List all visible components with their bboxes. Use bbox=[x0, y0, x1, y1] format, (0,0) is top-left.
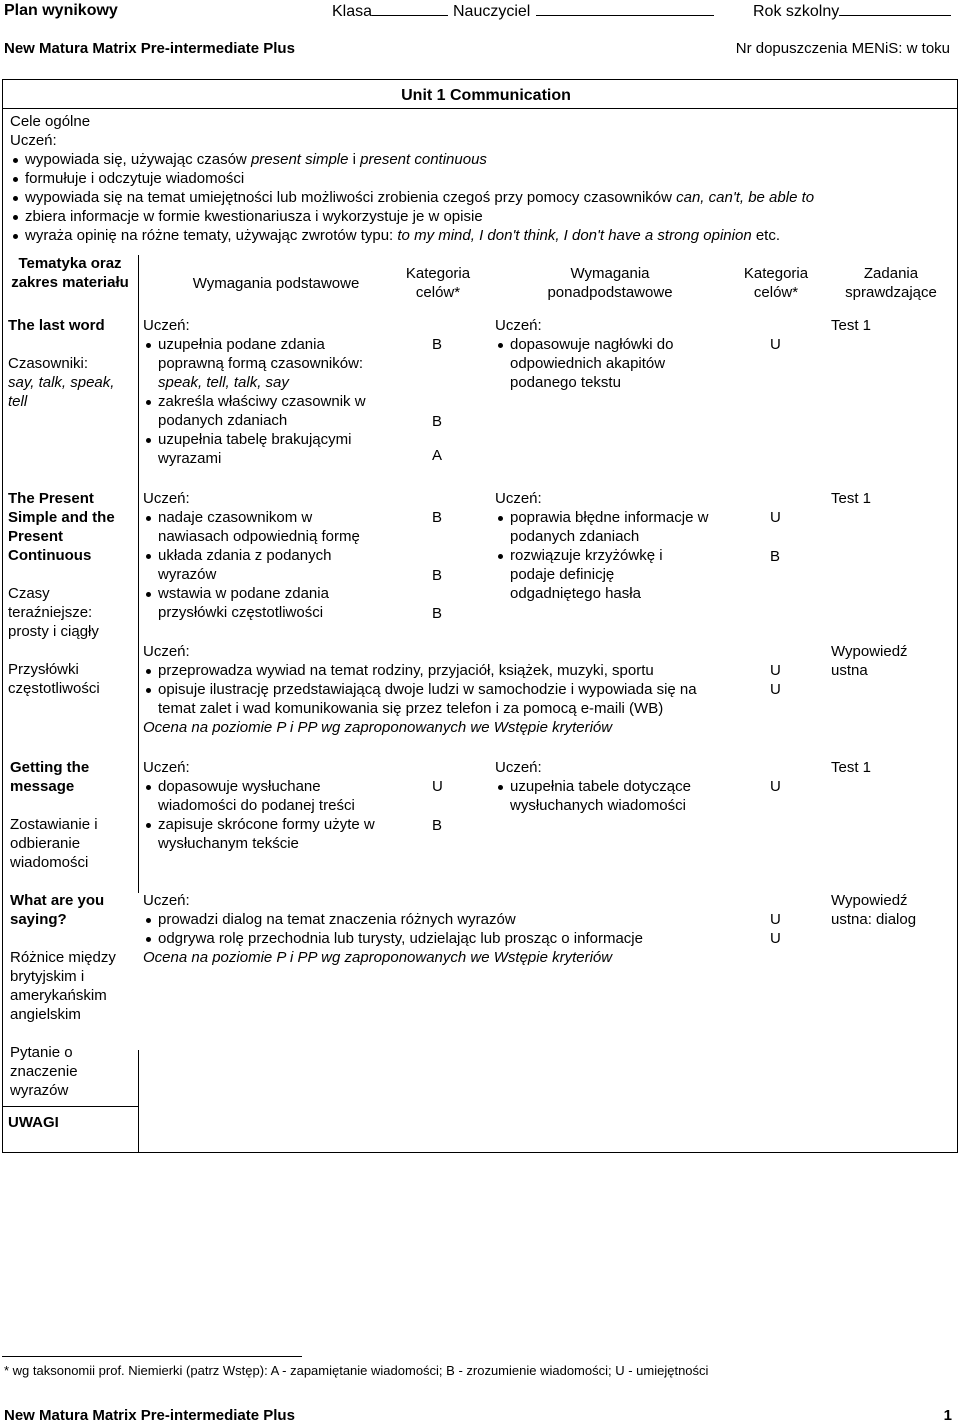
rok-blank bbox=[839, 1, 951, 16]
topic-sub: Zostawianie i odbieranie wiadomości bbox=[10, 816, 98, 871]
requirement-item: uzupełnia tabelę brakującymi wyrazami bbox=[143, 430, 371, 468]
requirement-item: rozwiązuje krzyżówkę i podaje definicję odgadniętego hasła bbox=[495, 546, 680, 603]
requirement-item: odgrywa rolę przechodnia lub turysty, udzielając lub prosząc o informacje bbox=[143, 929, 723, 948]
rok-field[interactable] bbox=[753, 1, 951, 21]
page-number: 1 bbox=[943, 1407, 952, 1424]
goals-heading: Cele ogólne bbox=[10, 113, 91, 130]
unit-title: Unit 1 Communication bbox=[401, 87, 571, 104]
col-header-topic: Tematyka oraz zakres materiału bbox=[11, 255, 129, 291]
divider bbox=[138, 255, 139, 893]
category-value: B bbox=[432, 413, 443, 430]
topic-sub: Różnice między brytyjskim i amerykańskim angielskim bbox=[10, 949, 116, 1023]
divider bbox=[2, 108, 958, 109]
permit-number: Nr dopuszczenia MENiS: w toku bbox=[735, 40, 950, 57]
topic-title: The last word bbox=[8, 317, 105, 334]
advanced-requirements bbox=[495, 316, 715, 392]
uczen-label: Uczeń: bbox=[143, 759, 190, 776]
topic-title: Getting the message bbox=[10, 759, 90, 795]
requirement-item: opisuje ilustrację przedstawiającą dwoje ludzi w samochodzie i wypowiada się na temat zalet i wad komunikowania się przez telefon i za pomocą e-maili (WB) bbox=[143, 680, 708, 718]
klasa-field[interactable] bbox=[332, 1, 448, 21]
topic-sub: Czasowniki: bbox=[8, 355, 89, 372]
col-header-basic: Wymagania podstawowe bbox=[192, 275, 360, 292]
goal-item: formułuje i odczytuje wiadomości bbox=[10, 169, 950, 188]
category-value: U bbox=[770, 662, 781, 679]
category-value: U bbox=[432, 778, 443, 795]
goal-item: wyraża opinię na różne tematy, używając zwrotów typu: to my mind, I don't think, I don't have a strong opinion etc. bbox=[10, 226, 950, 245]
nauczyciel-field[interactable] bbox=[453, 1, 714, 21]
speaking-requirements bbox=[143, 642, 723, 737]
requirement-item: prowadzi dialog na temat znaczenia różnych wyrazów bbox=[143, 910, 723, 929]
divider bbox=[2, 1106, 139, 1107]
category-value: U bbox=[770, 911, 781, 928]
topic-title: What are you saying? bbox=[10, 892, 105, 928]
requirement-item: uzupełnia tabele dotyczące wysłuchanych wiadomości bbox=[495, 777, 717, 815]
nauczyciel-label: Nauczyciel bbox=[453, 3, 531, 20]
topic-sub: Czasy teraźniejsze: prosty i ciągły bbox=[8, 585, 99, 640]
requirement-item: przeprowadza wywiad na temat rodziny, przyjaciół, książek, muzyki, sportu bbox=[143, 661, 713, 680]
topic-sub: Przysłówki częstotliwości bbox=[8, 661, 100, 697]
assessment-note: Ocena na poziomie P i PP wg zaproponowanych we Wstępie kryteriów bbox=[143, 719, 613, 736]
task-value: Test 1 bbox=[831, 759, 872, 776]
category-value: U bbox=[770, 930, 781, 947]
task-value: Test 1 bbox=[831, 317, 872, 334]
row-topic bbox=[8, 316, 136, 411]
task-value: Test 1 bbox=[831, 490, 872, 507]
requirement-item: uzupełnia podane zdania poprawną formą czasowników: speak, tell, talk, say bbox=[143, 335, 371, 392]
divider bbox=[138, 1050, 139, 1153]
footnote: * wg taksonomii prof. Niemierki (patrz Wstęp): A - zapamiętanie wiadomości; B - zrozumienie wiadomości; U - umiejętności bbox=[4, 1363, 709, 1378]
uczen-label: Uczeń: bbox=[143, 490, 190, 507]
goal-item: wypowiada się, używając czasów present simple i present continuous bbox=[10, 150, 950, 169]
footnote-rule bbox=[2, 1356, 302, 1357]
category-value: U bbox=[770, 681, 781, 698]
uczen-label: Uczeń: bbox=[143, 643, 190, 660]
goal-item: zbiera informacje w formie kwestionariusza i wykorzystuje je w opisie bbox=[10, 207, 950, 226]
plan-title: Plan wynikowy bbox=[4, 2, 118, 19]
col-header-category-2: Kategoria celów* bbox=[743, 265, 809, 301]
uczen-label: Uczeń: bbox=[495, 490, 542, 507]
basic-requirements bbox=[143, 316, 383, 468]
task-value: Wypowiedź ustna: dialog bbox=[831, 892, 917, 928]
uczen-label: Uczeń: bbox=[495, 759, 542, 776]
requirement-item: wstawia w podane zdania przysłówki częstotliwości bbox=[143, 584, 361, 622]
requirement-item: nadaje czasownikom w nawiasach odpowiednią formę bbox=[143, 508, 361, 546]
goals-uczen: Uczeń: bbox=[10, 132, 57, 149]
requirement-item: układa zdania z podanych wyrazów bbox=[143, 546, 361, 584]
category-value: A bbox=[432, 447, 443, 464]
general-goals bbox=[10, 112, 950, 245]
advanced-requirements bbox=[495, 489, 720, 603]
footer-book-title: New Matura Matrix Pre-intermediate Plus bbox=[4, 1407, 295, 1424]
category-value: B bbox=[770, 548, 781, 565]
category-value: U bbox=[770, 509, 781, 526]
basic-requirements bbox=[143, 758, 383, 853]
uczen-label: Uczeń: bbox=[143, 892, 190, 909]
topic-sub: Pytanie o znaczenie wyrazów bbox=[10, 1044, 78, 1099]
category-value: B bbox=[432, 817, 443, 834]
requirement-item: zakreśla właściwy czasownik w podanych zdaniach bbox=[143, 392, 371, 430]
task-value: Wypowiedź ustna bbox=[831, 643, 908, 679]
topic-sub-italic: say, talk, speak, tell bbox=[8, 374, 115, 410]
topic-title: The Present Simple and the Present Continuous bbox=[8, 490, 115, 564]
basic-requirements bbox=[143, 489, 383, 622]
requirement-item: dopasowuje wysłuchane wiadomości do podanej treści bbox=[143, 777, 383, 815]
uwagi-label: UWAGI bbox=[8, 1114, 59, 1131]
row-topic bbox=[10, 891, 138, 1100]
nauczyciel-blank bbox=[536, 1, 714, 16]
uczen-label: Uczeń: bbox=[143, 317, 190, 334]
col-header-category: Kategoria celów* bbox=[405, 265, 471, 301]
category-value: B bbox=[432, 336, 443, 353]
category-value: B bbox=[432, 605, 443, 622]
col-header-tasks: Zadania sprawdzające bbox=[845, 265, 937, 301]
row-topic bbox=[10, 758, 138, 872]
col-header-advanced: Wymagania ponadpodstawowe bbox=[547, 265, 673, 301]
category-value: U bbox=[770, 778, 781, 795]
category-value: B bbox=[432, 509, 443, 526]
requirement-item: poprawia błędne informacje w podanych zdaniach bbox=[495, 508, 720, 546]
rok-label: Rok szkolny bbox=[753, 3, 840, 20]
dialog-requirements bbox=[143, 891, 723, 967]
advanced-requirements bbox=[495, 758, 720, 815]
category-value: B bbox=[432, 567, 443, 584]
book-title: New Matura Matrix Pre-intermediate Plus bbox=[4, 40, 295, 57]
klasa-label: Klasa bbox=[332, 3, 373, 20]
requirement-item: dopasowuje nagłówki do odpowiednich akapitów podanego tekstu bbox=[495, 335, 700, 392]
goal-item: wypowiada się na temat umiejętności lub możliwości zrobienia czegoś przy pomocy czasowników can, can't, be able to bbox=[10, 188, 950, 207]
requirement-item: zapisuje skrócone formy użyte w wysłuchanym tekście bbox=[143, 815, 383, 853]
uczen-label: Uczeń: bbox=[495, 317, 542, 334]
klasa-blank bbox=[372, 1, 448, 16]
row-topic bbox=[8, 489, 136, 698]
category-value: U bbox=[770, 336, 781, 353]
assessment-note: Ocena na poziomie P i PP wg zaproponowanych we Wstępie kryteriów bbox=[143, 949, 613, 966]
